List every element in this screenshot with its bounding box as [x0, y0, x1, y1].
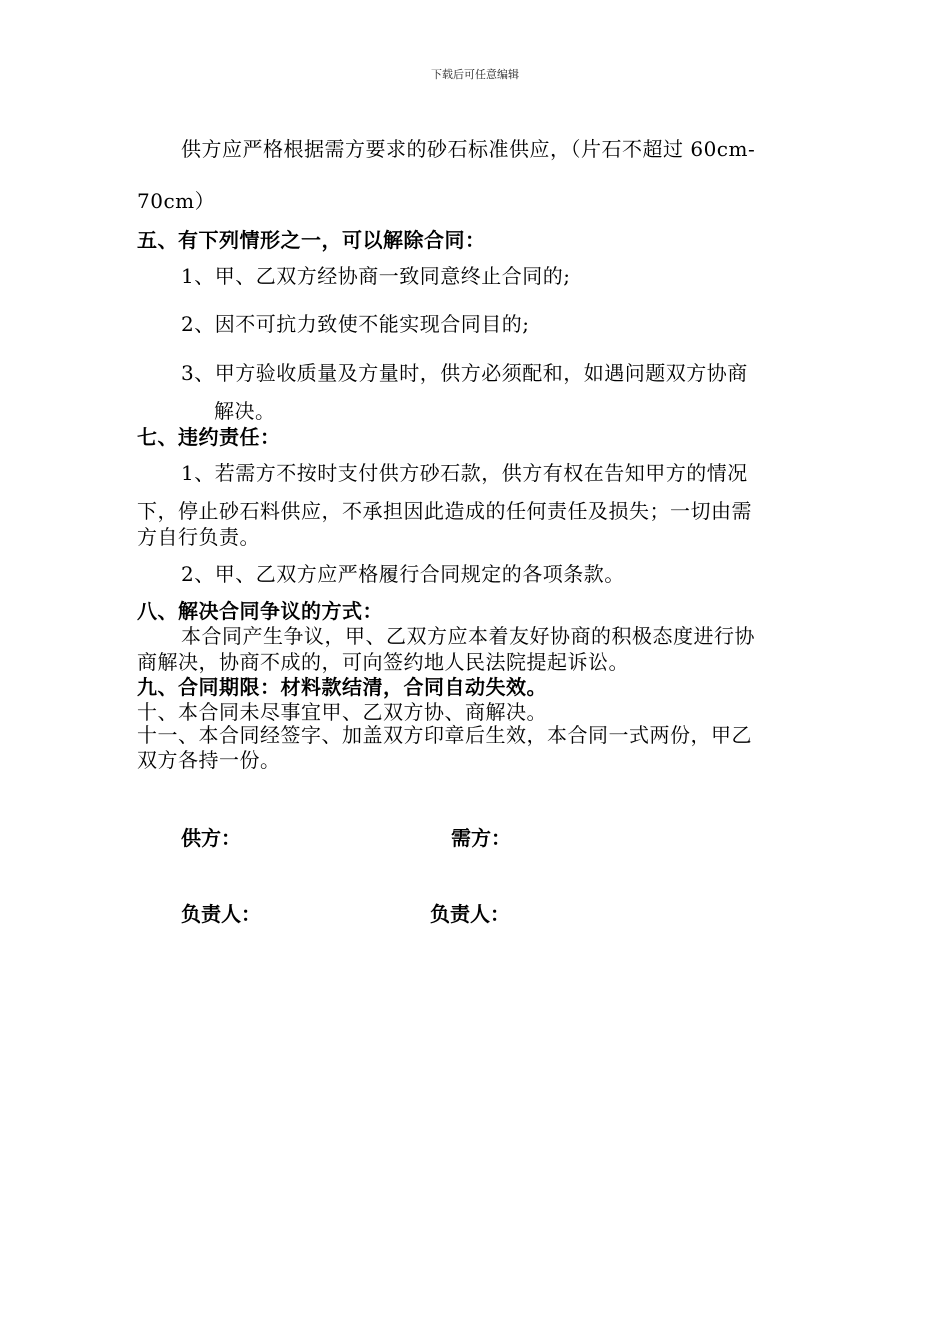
supplier-representative-label: 负责人： — [181, 902, 261, 926]
section-9: 九、合同期限：材料款结清，合同自动失效。 — [137, 675, 547, 699]
section-7-item-2: 2、甲、乙双方应严格履行合同规定的各项条款。 — [181, 562, 625, 586]
paragraph-supply-standard-line1: 供方应严格根据需方要求的砂石标准供应，（片石不超过 60cm- — [181, 137, 756, 161]
section-10: 十、本合同未尽事宜甲、乙双方协、商解决。 — [137, 700, 547, 724]
section-7-item-1-line2: 下，停止砂石料供应，不承担因此造成的任何责任及损失；一切由需 — [137, 499, 752, 523]
section-7-title: 七、违约责任： — [137, 425, 281, 449]
section-8-line2: 商解决，协商不成的，可向签约地人民法院提起诉讼。 — [137, 650, 629, 674]
paragraph-supply-standard-line2: 70cm） — [137, 189, 216, 213]
section-5-item-1: 1、甲、乙双方经协商一致同意终止合同的; — [181, 264, 571, 288]
buyer-label: 需方： — [451, 826, 511, 850]
section-5-item-3-line1: 3、甲方验收质量及方量时，供方必须配和，如遇问题双方协商 — [181, 361, 748, 385]
supplier-label: 供方： — [181, 826, 241, 850]
section-7-item-1-line1: 1、若需方不按时支付供方砂石款，供方有权在告知甲方的情况 — [181, 461, 748, 485]
section-5-item-2: 2、因不可抗力致使不能实现合同目的; — [181, 312, 530, 336]
section-5-title: 五、有下列情形之一，可以解除合同： — [137, 228, 486, 252]
section-7-item-1-line3: 方自行负责。 — [137, 525, 260, 549]
section-8-title: 八、解决合同争议的方式： — [137, 599, 383, 623]
page-header-note: 下载后可任意编辑 — [431, 68, 519, 81]
section-5-item-3-line2: 解决。 — [214, 399, 276, 423]
section-11-line1: 十一、本合同经签字、加盖双方印章后生效，本合同一式两份，甲乙 — [137, 723, 752, 747]
section-8-line1: 本合同产生争议，甲、乙双方应本着友好协商的积极态度进行协 — [181, 624, 755, 648]
buyer-representative-label: 负责人： — [430, 902, 510, 926]
section-11-line2: 双方各持一份。 — [137, 748, 281, 772]
